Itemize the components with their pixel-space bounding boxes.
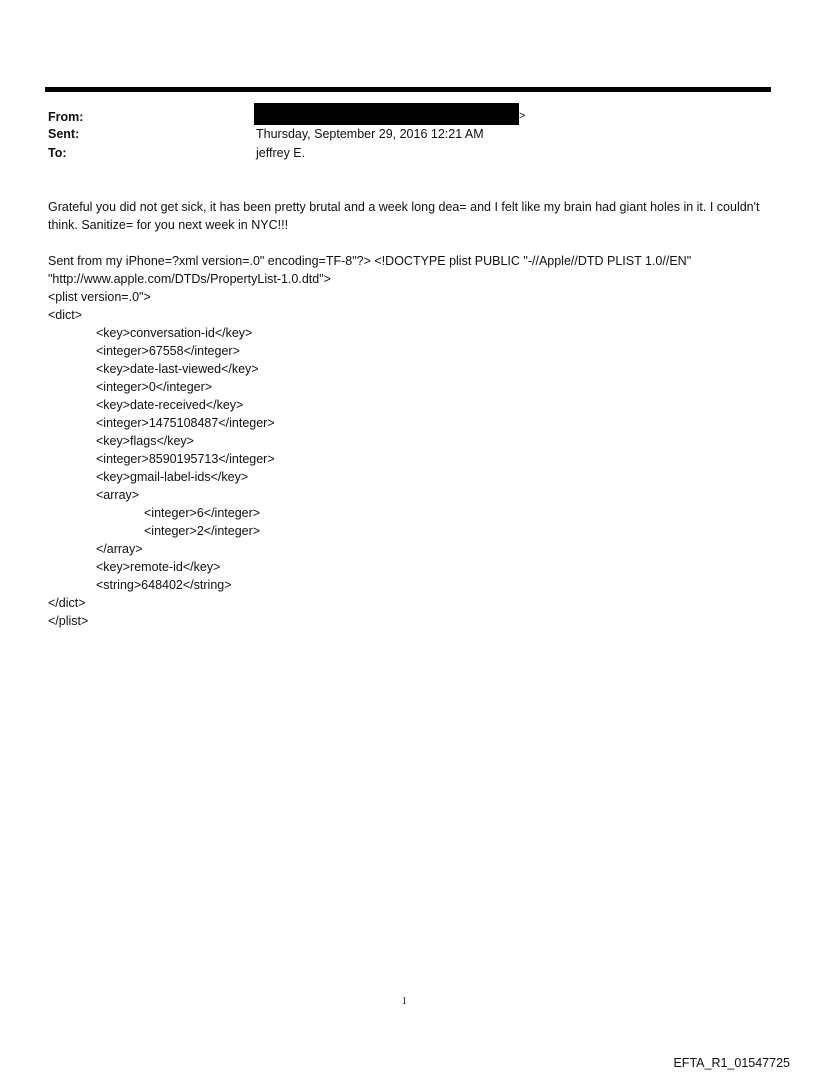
plist-line: <dict> — [48, 308, 83, 322]
plist-line: <plist version=.0"> — [48, 290, 151, 304]
sent-value: Thursday, September 29, 2016 12:21 AM — [256, 127, 484, 141]
plist-line: </dict> — [48, 596, 86, 610]
plist-line: </array> — [96, 542, 143, 556]
plist-line: <integer>8590195713</integer> — [96, 452, 275, 466]
plist-line: <integer>6</integer> — [144, 506, 261, 520]
plist-line: <key>flags</key> — [96, 434, 194, 448]
plist-line: <key>conversation-id</key> — [96, 326, 253, 340]
plist-line: <key>date-last-viewed</key> — [96, 362, 259, 376]
document-id: EFTA_R1_01547725 — [673, 1056, 790, 1070]
signature-line: "http://www.apple.com/DTDs/PropertyList-1.0.dtd"> — [48, 272, 331, 286]
to-value: jeffrey E. — [256, 146, 306, 160]
to-label: To: — [48, 146, 67, 160]
plist-line: <key>gmail-label-ids</key> — [96, 470, 249, 484]
header-rule — [45, 87, 771, 92]
sent-label: Sent: — [48, 127, 80, 141]
plist-line: <integer>2</integer> — [144, 524, 261, 538]
plist-line: <integer>0</integer> — [96, 380, 213, 394]
message-paragraph: Grateful you did not get sick, it has been pretty brutal and a week long dea= and I felt like my brain had giant holes in it. I couldn't think. Sanitize= for you next week in NYC!!! — [48, 200, 760, 232]
from-label: From: — [48, 110, 84, 124]
signature-line: Sent from my iPhone=?xml version=.0" encoding=TF-8"?> <!DOCTYPE plist PUBLIC "-//Apple//DTD PLIST 1.0//EN" — [48, 254, 692, 268]
redaction-bar — [254, 103, 519, 125]
plist-line: <array> — [96, 488, 140, 502]
plist-line: <key>date-received</key> — [96, 398, 244, 412]
plist-line: <string>648402</string> — [96, 578, 232, 592]
plist-line: </plist> — [48, 614, 89, 628]
from-value-tail: > — [519, 110, 526, 122]
plist-line: <integer>67558</integer> — [96, 344, 240, 358]
page-number: 1 — [402, 996, 407, 1007]
plist-line: <key>remote-id</key> — [96, 560, 221, 574]
plist-line: <integer>1475108487</integer> — [96, 416, 275, 430]
